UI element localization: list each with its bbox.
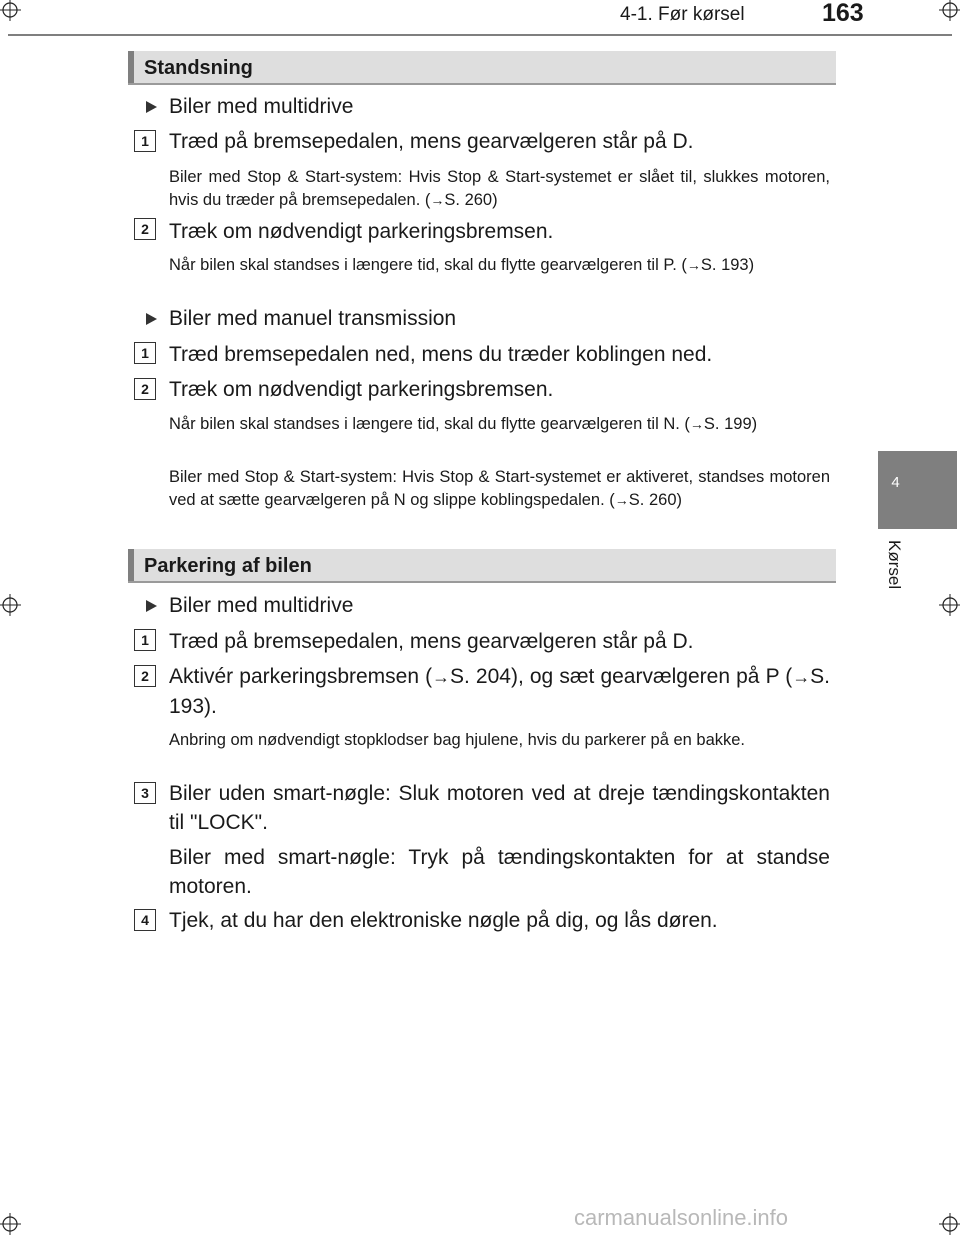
arrow-right-icon: → [792,667,811,687]
step-text: Træd på bremsepedalen, mens gearvælgeren står på D. [169,130,694,153]
step-number: 2 [134,665,156,687]
section-header-parkering [128,549,836,583]
section-header-standsning [128,51,836,85]
note-text-part: Biler med Stop & Start-system: Hvis Stop & Start-systemet er slået til, slukkes motoren, hvis du træder på bremsepedalen. ( [169,168,830,209]
step-text: Træk om nødvendigt parkeringsbremsen. [169,220,554,243]
note-text [169,466,830,512]
note-text-part: Biler med Stop & Start-system: Hvis Stop & Start-systemet er aktiveret, standses motoren ved at sætte gearvælgeren på N og slippe koblingspedalen. ( [169,468,830,509]
step-number: 1 [134,130,156,152]
page-reference: S. 260) [628,491,682,509]
step-text: Træk om nødvendigt parkeringsbremsen. [169,378,554,401]
page-reference: S. 199) [703,415,758,433]
chapter-tab-label-text: Kørsel [885,540,904,590]
header-section-title: 4-1. Før kørsel [620,4,745,25]
registration-mark-mid-left [0,594,21,616]
registration-mark-top-left [0,0,21,21]
step-text: Tjek, at du har den elektroniske nøgle på dig, og lås døren. [169,909,718,932]
bullet-triangle-icon [146,101,157,113]
step-text: Biler med smart-nøgle: Tryk på tændingskontakten for at standse motoren. [169,846,830,898]
registration-mark-bottom-left [0,1213,21,1235]
arrow-right-icon: → [686,257,701,273]
step-text [169,662,830,721]
step-text: Biler uden smart-nøgle: Sluk motoren ved at dreje tændingskontakten til "LOCK". [169,782,830,834]
chapter-tab-number: 4 [891,474,900,491]
step-number: 1 [134,342,156,364]
step-number: 4 [134,909,156,931]
arrow-right-icon: → [432,667,450,687]
arrow-right-icon: → [689,416,704,432]
note-text [169,166,830,212]
step-text: Træd bremsepedalen ned, mens du træder koblingen ned. [169,343,713,366]
note-text-part: Når bilen skal standses i længere tid, skal du flytte gearvælgeren til N. ( [169,415,690,433]
subheading-text: Biler med multidrive [169,594,354,617]
registration-mark-bottom-right [939,1213,960,1235]
note-text: Anbring om nødvendigt stopklodser bag hjulene, hvis du parkerer på en bakke. [169,731,746,749]
page-reference: S. 260) [444,191,498,209]
registration-mark-top-right [939,0,960,21]
page-reference: S. 193) [700,256,755,274]
header-rule [8,34,952,36]
step-number: 3 [134,782,156,804]
subheading-text: Biler med multidrive [169,95,354,118]
page-number: 163 [822,0,864,27]
watermark: carmanualsonline.info [574,1205,789,1230]
step-text-part: Aktivér parkeringsbremsen ( [169,665,433,688]
bullet-triangle-icon [146,600,157,612]
arrow-right-icon: → [614,492,629,508]
note-text [169,413,830,436]
note-text [169,254,830,277]
step-number: 1 [134,629,156,651]
subheading-text: Biler med manuel transmission [169,307,457,330]
note-text-part: Når bilen skal standses i længere tid, skal du flytte gearvælgeren til P. ( [169,256,687,274]
step-text-part: S. 204), og sæt gearvælgeren på P ( [449,665,793,688]
step-number: 2 [134,378,156,400]
chapter-tab-label [878,538,908,610]
registration-mark-mid-right [939,594,960,616]
step-text: Træd på bremsepedalen, mens gearvælgeren står på D. [169,630,694,653]
arrow-right-icon: → [430,192,445,208]
section-title: Parkering af bilen [144,555,312,577]
page-reference: S. 193). [169,665,830,718]
section-title: Standsning [144,57,253,79]
bullet-triangle-icon [146,313,157,325]
step-number: 2 [134,218,156,240]
